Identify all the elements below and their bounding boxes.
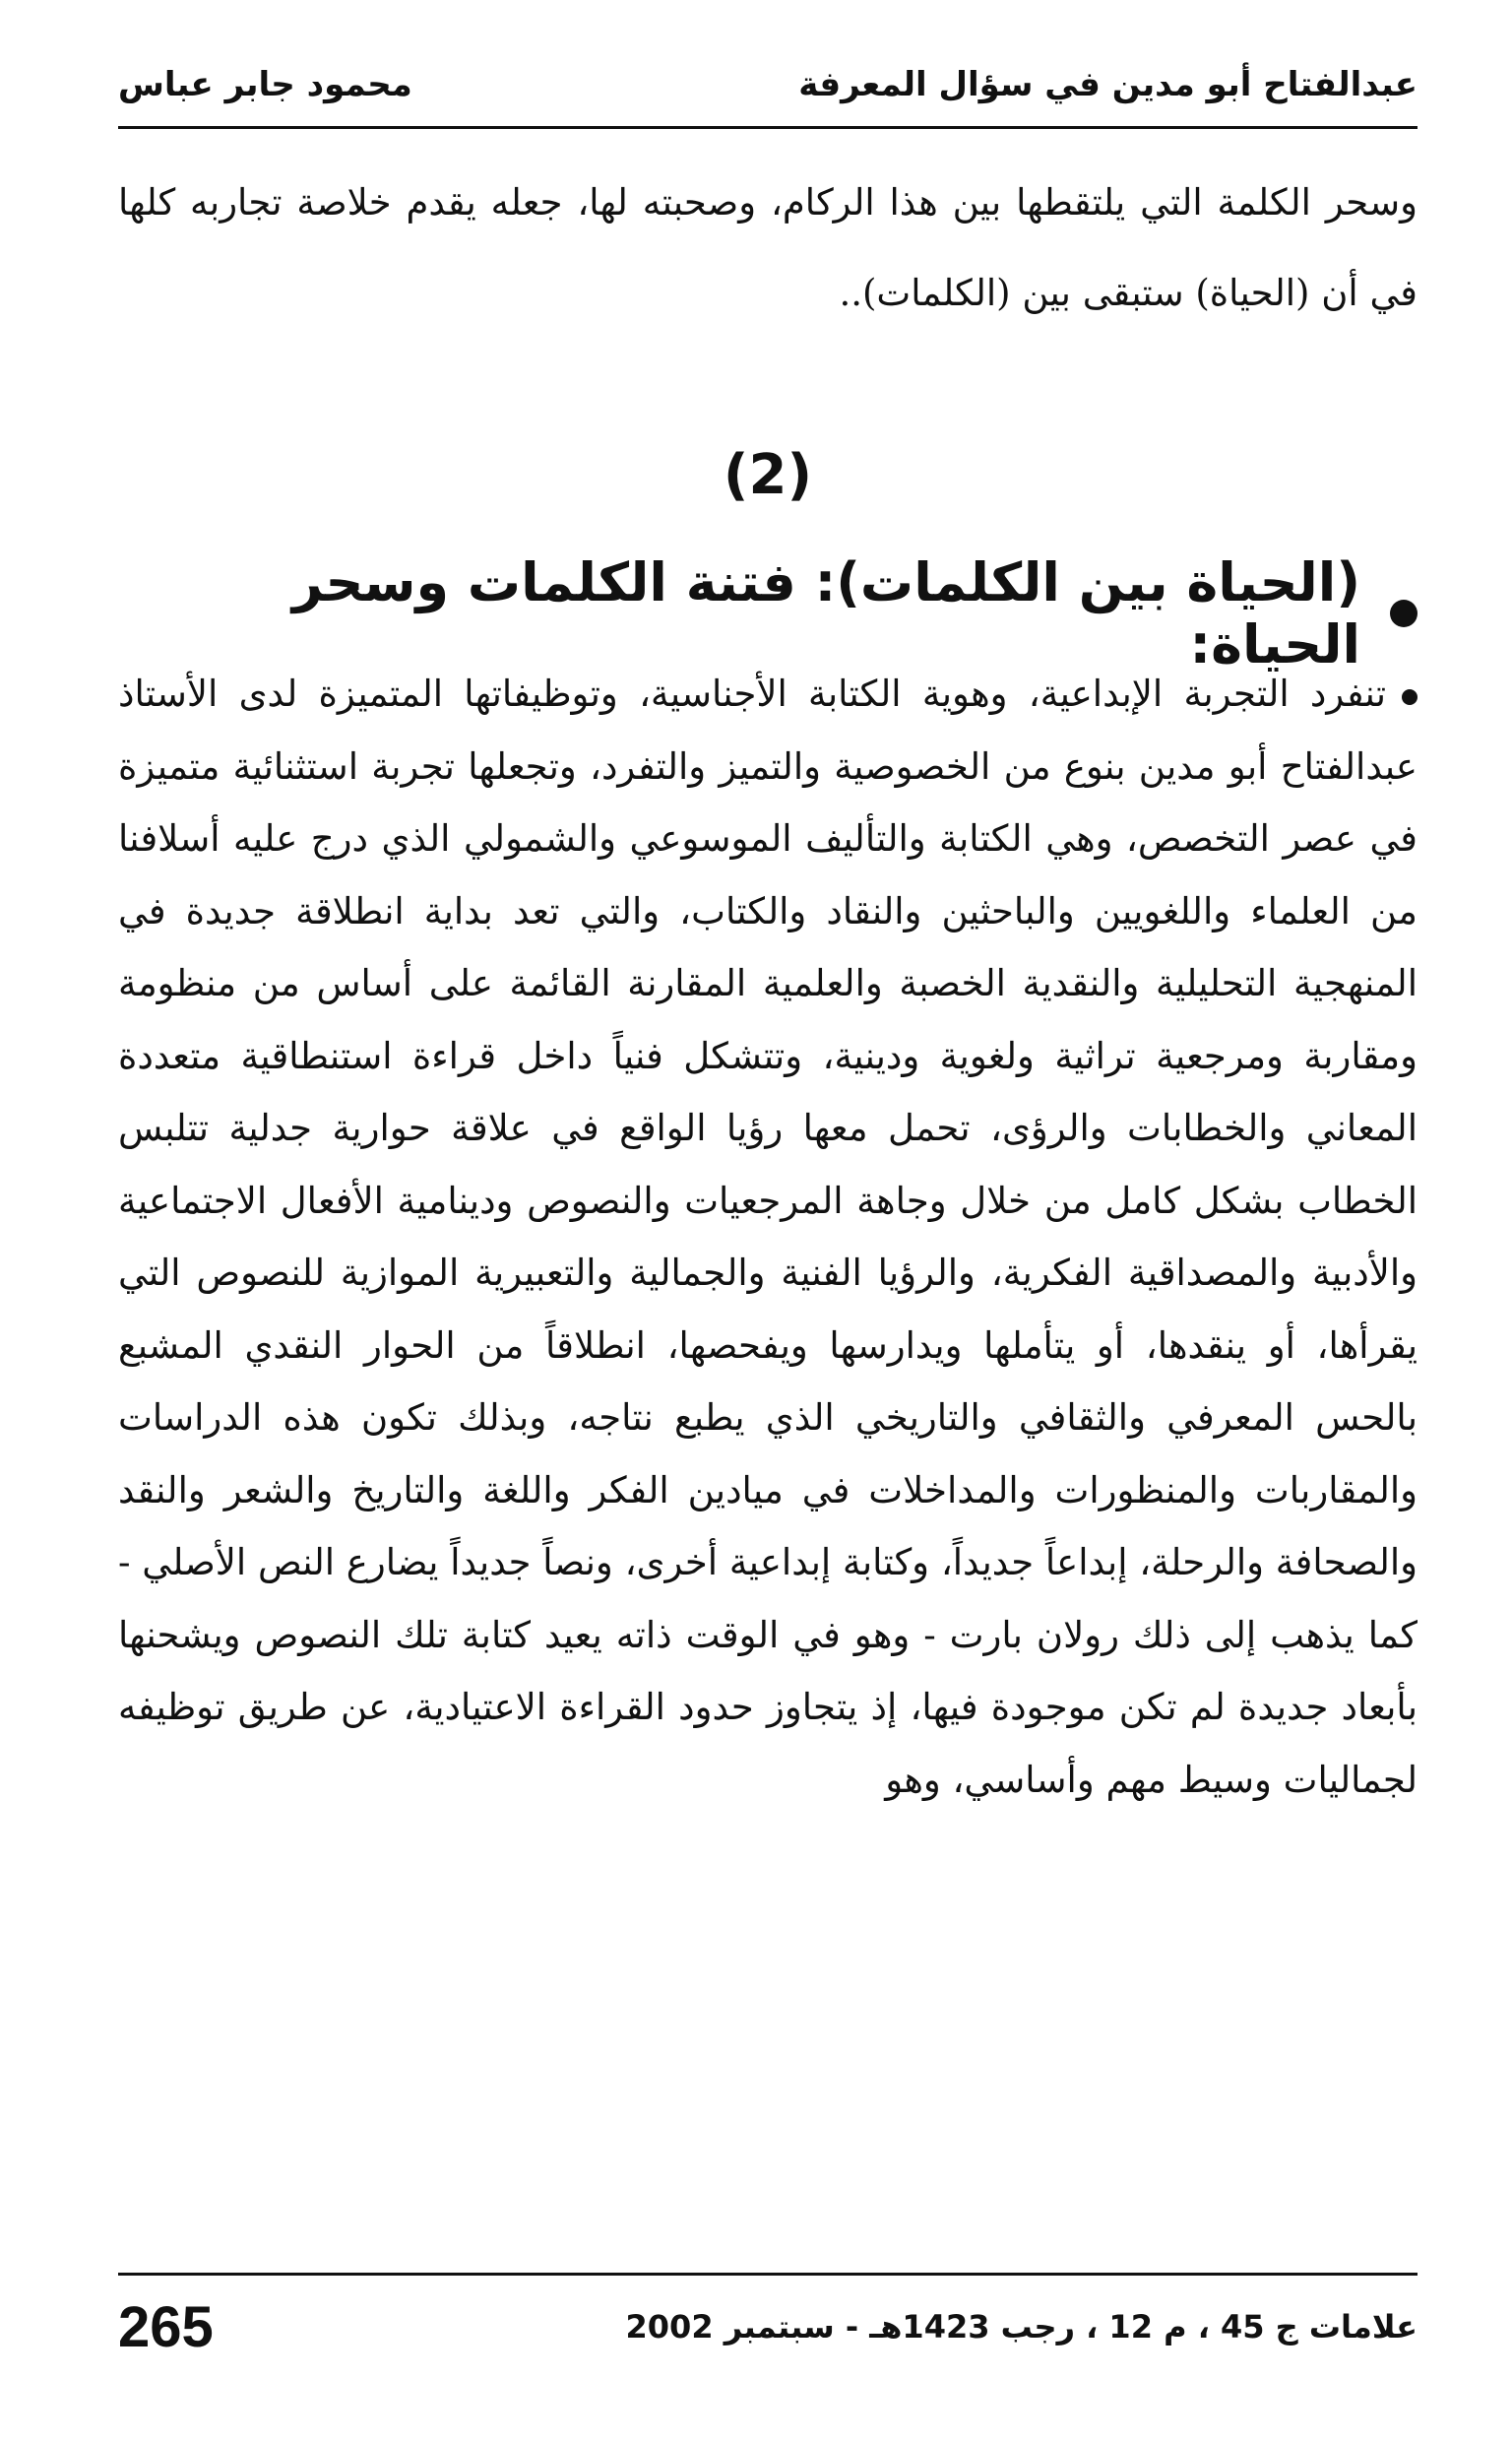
intro-paragraph [118, 158, 1418, 339]
book-page [118, 0, 1418, 2442]
bullet-icon [1390, 600, 1418, 627]
author-name: محمود جابر عباس [118, 65, 412, 104]
page-footer [118, 2294, 1418, 2373]
bullet-icon [1402, 689, 1418, 705]
section-heading-text: (الحياة بين الكلمات): فتنة الكلمات وسحر الحياة: [291, 551, 1360, 675]
footer-divider [118, 2273, 1418, 2276]
header-divider [118, 126, 1418, 129]
running-header [118, 47, 1418, 116]
body-paragraph-text: تنفرد التجربة الإبداعية، وهوية الكتابة الأجناسية، وتوظيفاتها المتميزة لدى الأستاذ عبدالفتاح أبو مدين بنوع من الخصوصية والتميز والتفرد، وتجعلها تجربة استثنائية متميزة في عصر التخصص، وهي الكتابة والتأليف الموسوعي والشمولي الذي درج عليه أسلافنا من العلماء واللغويين والباحثين والنقاد والكتاب، والتي تعد بداية انطلاقة جديدة في المنهجية التحليلية والنقدية الخصبة والعلمية المقارنة القائمة على أساس من منظومة ومقاربة ومرجعية تراثية ولغوية ودينية، وتتشكل فنياً داخل قراءة استنطاقية متعددة المعاني والخطابات والرؤى، تحمل معها رؤيا الواقع في علاقة حوارية جدلية تتلبس الخطاب بشكل كامل من خلال وجاهة المرجعيات والنصوص ودينامية الأفعال الاجتماعية والأدبية والمصداقية الفكرية، والرؤيا الفنية والجمالية والتعبيرية الموازية للنصوص التي يقرأها، أو ينقدها، أو يتأملها ويدارسها ويفحصها، انطلاقاً من الحوار النقدي المشبع بالحس المعرفي والثقافي والتاريخي الذي يطبع نتاجه، وبذلك تكون هذه الدراسات والمقاربات والمنظورات والمداخلات في ميادين الفكر واللغة والتاريخ والشعر والنقد والصحافة والرحلة، إبداعاً جديداً، وكتابة إبداعية أخرى، ونصاً جديداً يضارع النص الأصلي - كما يذهب إلى ذلك رولان بارت - وهو في الوقت ذاته يعيد كتابة تلك النصوص ويشحنها بأبعاد جديدة لم تكن موجودة فيها، إذ يتجاوز حدود القراءة الاعتيادية، عن طريق توظيفه لجماليات وسيط مهم وأساسي، وهو [118, 673, 1418, 1801]
intro-text: وسحر الكلمة التي يلتقطها بين هذا الركام، وصحبته لها، جعله يقدم خلاصة تجاربه كلها في أن (الحياة) ستبقى بين (الكلمات).. [118, 181, 1418, 314]
section-number: (2) [723, 443, 813, 507]
journal-issue: علامات ج 45 ، م 12 ، رجب 1423هـ - سبتمبر 2002 [625, 2308, 1418, 2346]
running-title: عبدالفتاح أبو مدين في سؤال المعرفة [798, 65, 1418, 104]
page-number: 265 [118, 2295, 214, 2359]
body-paragraph [118, 658, 1418, 1816]
